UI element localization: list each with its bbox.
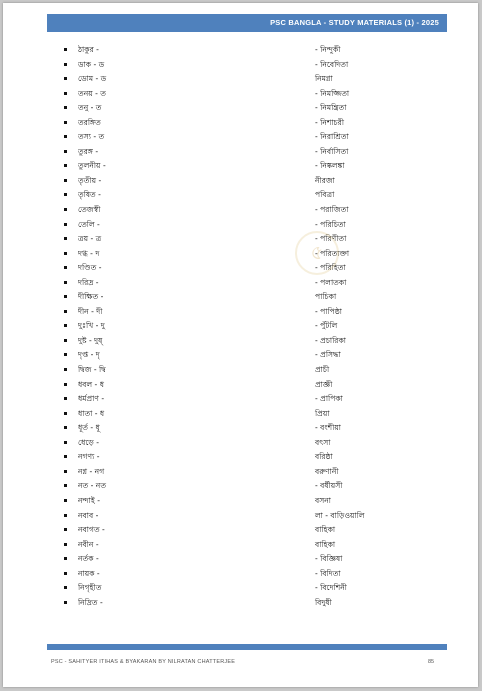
masculine-word: দণ্ডিত - [78, 263, 102, 273]
list-item [3, 494, 478, 509]
list-item [3, 101, 478, 116]
feminine-word: - প্রসিদ্ধা [315, 350, 341, 360]
list-item [3, 421, 478, 436]
bullet-icon [64, 295, 67, 298]
masculine-word: ত্রয় - ত্র [78, 234, 102, 244]
bullet-icon [64, 441, 67, 444]
list-item [3, 87, 478, 102]
bullet-icon [64, 572, 67, 575]
list-item [3, 567, 478, 582]
feminine-word: - পাপিষ্ঠা [315, 306, 342, 316]
masculine-word: নবাগত - [78, 525, 105, 535]
feminine-word: - নিন্দুকী [315, 45, 341, 54]
list-item [3, 276, 478, 291]
bullet-icon [64, 514, 67, 517]
feminine-word: বসনা [315, 495, 331, 505]
list-item [3, 479, 478, 494]
bullet-icon [64, 252, 67, 255]
list-item [3, 407, 478, 422]
feminine-word: লা - বাড়িওয়ালি [315, 510, 365, 520]
masculine-word: তনু - ত [78, 103, 102, 113]
bullet-icon [64, 455, 67, 458]
page-number: 85 [428, 659, 435, 665]
bullet-icon [64, 383, 67, 386]
masculine-word: ধাতা - ধ [78, 408, 105, 418]
masculine-word: তুলনীয় - [78, 161, 106, 171]
list-item [3, 334, 478, 349]
watermark-logo: ৫ [295, 231, 339, 275]
bullet-icon [64, 135, 67, 138]
bullet-icon [64, 586, 67, 589]
bullet-icon [64, 92, 67, 95]
feminine-word: পবিত্রা [315, 190, 335, 200]
list-item [3, 348, 478, 363]
feminine-word: - পলাতকা [315, 277, 347, 287]
bullet-icon [64, 150, 67, 153]
list-item [3, 538, 478, 553]
feminine-word: নীরজা [315, 175, 335, 185]
bullet-icon [64, 106, 67, 109]
feminine-word: - বর্ষীয়সী [315, 481, 343, 491]
feminine-word: - নিবেদিতা [315, 59, 349, 69]
feminine-word: প্রাজ্ঞী [315, 379, 333, 389]
list-item [3, 218, 478, 233]
masculine-word: ঠাকুর - [78, 45, 99, 54]
list-item [3, 465, 478, 480]
feminine-word: - নিশাচরী [315, 117, 345, 127]
bullet-icon [64, 426, 67, 429]
list-item [3, 290, 478, 305]
feminine-word: বৎসা [315, 437, 331, 447]
bullet-icon [64, 601, 67, 604]
bullet-icon [64, 237, 67, 240]
masculine-word: নিগৃহীত [78, 583, 102, 593]
list-item [3, 378, 478, 393]
masculine-word: ডাক - ড [78, 59, 105, 69]
feminine-word: - বিদিতা [315, 568, 341, 578]
bullet-icon [64, 164, 67, 167]
list-item [3, 596, 478, 611]
footer-text: PSC - SAHITYER ITIHAS & BYAKARAN BY NILRATAN CHATTERJEE [51, 659, 236, 665]
list-item [3, 43, 478, 58]
masculine-word: দ্বিজ - দ্বি [78, 365, 106, 375]
bullet-icon [64, 208, 67, 211]
list-item [3, 523, 478, 538]
masculine-word: নবাব - [78, 510, 99, 520]
bullet-icon [64, 281, 67, 284]
masculine-word: নবীন - [78, 539, 99, 549]
bullet-icon [64, 223, 67, 226]
list-item [3, 130, 478, 145]
list-item [3, 436, 478, 451]
bullet-icon [64, 557, 67, 560]
list-item [3, 581, 478, 596]
masculine-word: তৃষিত - [78, 190, 101, 200]
bullet-icon [64, 484, 67, 487]
masculine-word: ধেড়ে - [78, 437, 99, 447]
masculine-word: দুঃখি - দু [78, 321, 105, 331]
bullet-icon [64, 324, 67, 327]
masculine-word: তনয় - ত [78, 88, 106, 98]
feminine-word: পাচিকা [315, 292, 337, 302]
feminine-word: প্রিয়া [315, 408, 330, 418]
masculine-word: দুষ্ট - দুষ্ [78, 335, 103, 345]
masculine-word: দীন - দী [78, 306, 103, 316]
masculine-word: তেজস্বী [78, 205, 101, 215]
bullet-icon [64, 77, 67, 80]
bullet-icon [64, 121, 67, 124]
feminine-word: নিমগ্না [315, 74, 333, 84]
feminine-word: বরিষ্ঠা [315, 452, 333, 462]
list-item [3, 188, 478, 203]
list-item [3, 116, 478, 131]
masculine-word: নগ্ন - নগ [78, 466, 105, 476]
page-header: PSC BANGLA - STUDY MATERIALS (1) - 2025 [47, 14, 447, 32]
bullet-icon [64, 179, 67, 182]
list-item [3, 363, 478, 378]
list-item [3, 392, 478, 407]
footer-bar [47, 644, 447, 650]
bullet-icon [64, 48, 67, 51]
masculine-word: তস্য - ত [78, 132, 105, 142]
bullet-icon [64, 528, 67, 531]
bullet-icon [64, 193, 67, 196]
bullet-icon [64, 470, 67, 473]
feminine-word: - পরিত্যক্তা [315, 248, 350, 258]
bullet-icon [64, 310, 67, 313]
masculine-word: নর্তক - [78, 554, 99, 564]
masculine-word: তরঙ্গিত [78, 117, 101, 127]
masculine-word: ধর্মপ্রাণ - [78, 394, 105, 404]
list-item [3, 552, 478, 567]
feminine-word: বাহিকা [315, 539, 336, 549]
feminine-word: - নির্বাসিতা [315, 146, 349, 156]
masculine-word: ধূর্ত - ধূ [78, 423, 100, 433]
masculine-word: নায়ক - [78, 568, 100, 578]
masculine-word: দরিদ্র - [78, 277, 99, 287]
bullet-icon [64, 63, 67, 66]
feminine-word: - প্রচারিকা [315, 335, 346, 345]
bullet-icon [64, 353, 67, 356]
feminine-word: - নিমন্ত্রিতা [315, 103, 347, 113]
masculine-word: নগণ্য - [78, 452, 100, 462]
masculine-word: দীক্ষিত - [78, 292, 104, 302]
feminine-word: - বিজ্ঞিষা [315, 554, 343, 564]
feminine-word: বাহিকা [315, 525, 336, 535]
feminine-word: - বিদেশিনী [315, 583, 347, 593]
bullet-icon [64, 339, 67, 342]
feminine-word: - বংশীয়া [315, 423, 341, 433]
list-item [3, 319, 478, 334]
feminine-word: বরুণানী [315, 466, 339, 476]
masculine-word: নন্দাই - [78, 495, 100, 505]
masculine-word: তুরঙ্গ - [78, 146, 99, 156]
feminine-word: - নিষ্কলঙ্কা [315, 161, 345, 171]
feminine-word: - প্রাপিকা [315, 394, 343, 404]
feminine-word: - পরিহিতা [315, 263, 346, 273]
feminine-word: - নিমজ্জিতা [315, 88, 350, 98]
feminine-word: বিদুষী [315, 597, 332, 607]
list-item [3, 232, 478, 247]
feminine-word: - নিরাশ্রিতা [315, 132, 349, 142]
list-item [3, 305, 478, 320]
list-item [3, 145, 478, 160]
masculine-word: তৃতীয় - [78, 175, 102, 185]
word-list [3, 43, 478, 610]
list-item [3, 159, 478, 174]
list-item [3, 203, 478, 218]
feminine-word: - পুঁটলি [315, 321, 338, 331]
feminine-word: প্রাচী [315, 365, 330, 375]
bullet-icon [64, 543, 67, 546]
list-item [3, 247, 478, 262]
masculine-word: ডোম - ড [78, 74, 107, 84]
document-page [3, 3, 478, 687]
masculine-word: দগ্ধ - দ [78, 248, 100, 258]
bullet-icon [64, 397, 67, 400]
masculine-word: ধবল - ধ [78, 379, 104, 389]
bullet-icon [64, 499, 67, 502]
list-item [3, 509, 478, 524]
bullet-icon [64, 412, 67, 415]
masculine-word: নিদ্রিত - [78, 597, 103, 607]
list-item [3, 72, 478, 87]
list-item [3, 261, 478, 276]
masculine-word: নত - নত [78, 481, 107, 491]
list-item [3, 450, 478, 465]
bullet-icon [64, 368, 67, 371]
list-item [3, 174, 478, 189]
feminine-word: - পরিণীতা [315, 234, 347, 244]
feminine-word: - পরিচিতা [315, 219, 346, 229]
list-item [3, 58, 478, 73]
bullet-icon [64, 266, 67, 269]
feminine-word: - পরাজিতা [315, 205, 349, 215]
masculine-word: তেলি - [78, 219, 100, 229]
masculine-word: দৃপ্ত - দৃ [78, 350, 100, 360]
